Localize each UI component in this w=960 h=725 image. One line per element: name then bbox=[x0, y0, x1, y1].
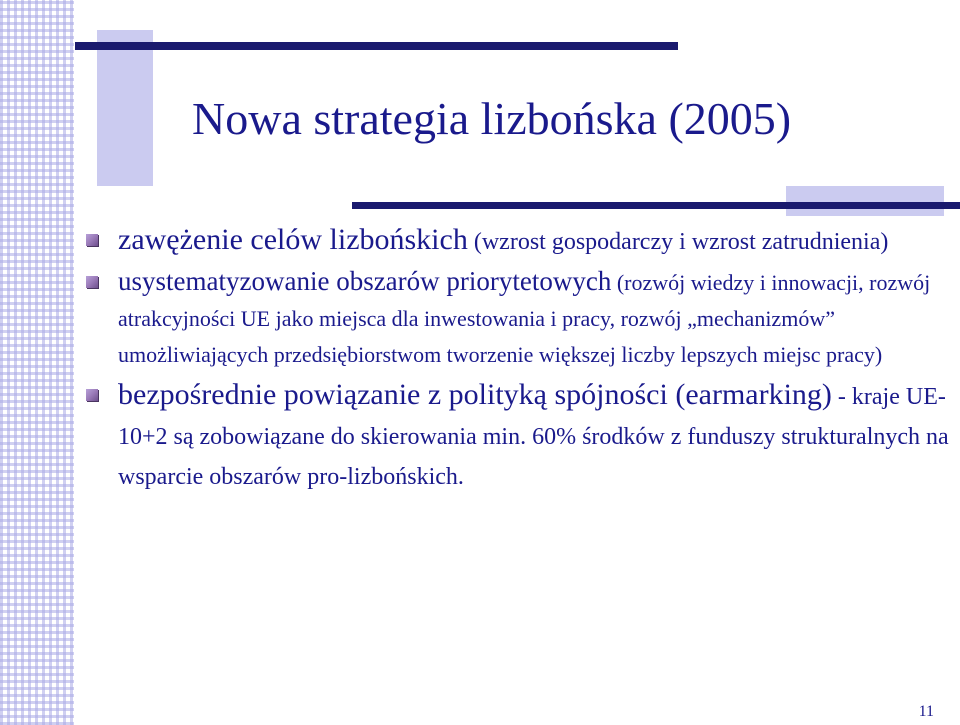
bullet-detail-text: - kraje UE-10+2 są zobowiązane do skierowania min. 60% środków z funduszy strukturalnych na wsparcie obszarów pro-lizbońskich. bbox=[118, 384, 949, 490]
page-number: 11 bbox=[918, 703, 934, 720]
decorative-box-right bbox=[786, 186, 944, 216]
bullet-square-icon bbox=[86, 276, 98, 288]
decorative-bar-right bbox=[352, 202, 960, 209]
bullet-main-text: usystematyzowanie obszarów priorytetowych bbox=[118, 266, 612, 296]
slide-title: Nowa strategia lizbońska (2005) bbox=[192, 93, 792, 144]
bullet-square-icon bbox=[86, 389, 98, 401]
bullet-item bbox=[86, 376, 952, 496]
bullet-main-text: zawężenie celów lizbońskich bbox=[118, 223, 468, 256]
bullet-item bbox=[86, 264, 952, 372]
decorative-grid-strip bbox=[0, 0, 74, 725]
bullet-item bbox=[86, 222, 952, 260]
bullet-detail-text: (rozwój wiedzy i innowacji, rozwój atrakcyjności UE jako miejsca dla inwestowania i pracy, rozwój „mechanizmów” umożliwiających przedsiębiorstwom tworzenie większej liczby lepszych miejsc pracy) bbox=[118, 270, 931, 367]
bullet-list bbox=[86, 222, 952, 500]
bullet-square-icon bbox=[86, 234, 98, 246]
bullet-detail-text: (wzrost gospodarczy i wzrost zatrudnienia) bbox=[467, 229, 889, 255]
bullet-main-text: bezpośrednie powiązanie z polityką spójności (earmarking) bbox=[118, 378, 832, 411]
decorative-box-top bbox=[97, 30, 153, 186]
decorative-bar-top bbox=[75, 42, 678, 50]
